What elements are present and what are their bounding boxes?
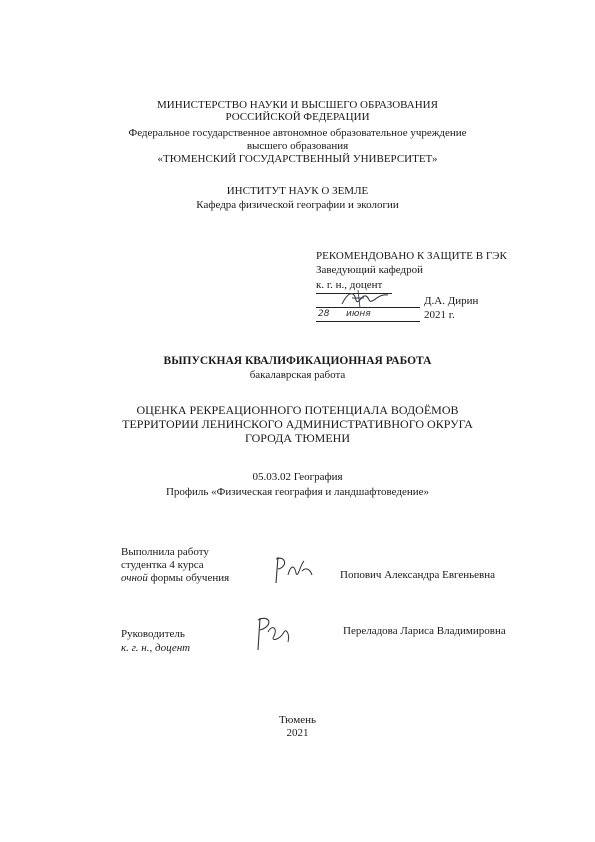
recommended-label: РЕКОМЕНДОВАНО К ЗАЩИТЕ В ГЭК [316,250,507,262]
head-name: Д.А. Дирин [424,295,479,307]
head-title: Заведующий кафедрой [316,264,423,276]
student-label-2: студентка 4 курса [121,559,204,571]
date-line [316,321,420,322]
student-name: Попович Александра Евгеньевна [340,569,496,581]
thesis-title-line-3: ГОРОДА ТЮМЕНИ [244,431,351,445]
thesis-title-line-2: ТЕРРИТОРИИ ЛЕНИНСКОГО АДМИНИСТРАТИВНОГО ОКРУГА [122,417,473,431]
student-signature [272,553,320,587]
supervisor-name: Переладова Лариса Владимировна [343,625,506,637]
study-form: очной [121,572,148,584]
thesis-title-line-1: ОЦЕНКА РЕКРЕАЦИОННОГО ПОТЕНЦИАЛА ВОДОЁМОВ [136,403,459,417]
footer-city: Тюмень [279,714,316,726]
date-month: июня [346,309,371,319]
supervisor-label: Руководитель [121,628,185,640]
supervisor-degree: к. г. н., доцент [121,642,191,654]
head-signature [338,286,398,310]
university-name: «ТЮМЕНСКИЙ ГОСУДАРСТВЕННЫЙ УНИВЕРСИТЕТ» [157,153,438,165]
ministry-line-1: МИНИСТЕРСТВО НАУКИ И ВЫСШЕГО ОБРАЗОВАНИЯ [157,99,438,111]
footer-year: 2021 [286,727,309,739]
institute-name: ИНСТИТУТ НАУК О ЗЕМЛЕ [226,185,369,197]
work-subtype: бакалаврская работа [249,369,346,381]
institution-line-2: высшего образования [246,140,349,152]
ministry-line-2: РОССИЙСКОЙ ФЕДЕРАЦИИ [225,111,370,123]
work-type: ВЫПУСКНАЯ КВАЛИФИКАЦИОННАЯ РАБОТА [163,355,432,367]
head-degree: к. г. н., доцент [316,279,383,291]
supervisor-signature [250,612,298,654]
student-form [121,572,229,585]
profile-name: Профиль «Физическая география и ландшафтоведение» [165,486,430,498]
specialty-code: 05.03.02 География [252,471,343,483]
student-label-1: Выполнила работу [121,546,209,558]
study-form-rest: формы обучения [147,572,230,584]
date-day: 28 [318,309,330,319]
institution-line-1: Федеральное государственное автономное образовательное учреждение [128,127,467,139]
approval-year: 2021 г. [424,309,455,321]
department-name: Кафедра физической географии и экологии [196,199,399,211]
